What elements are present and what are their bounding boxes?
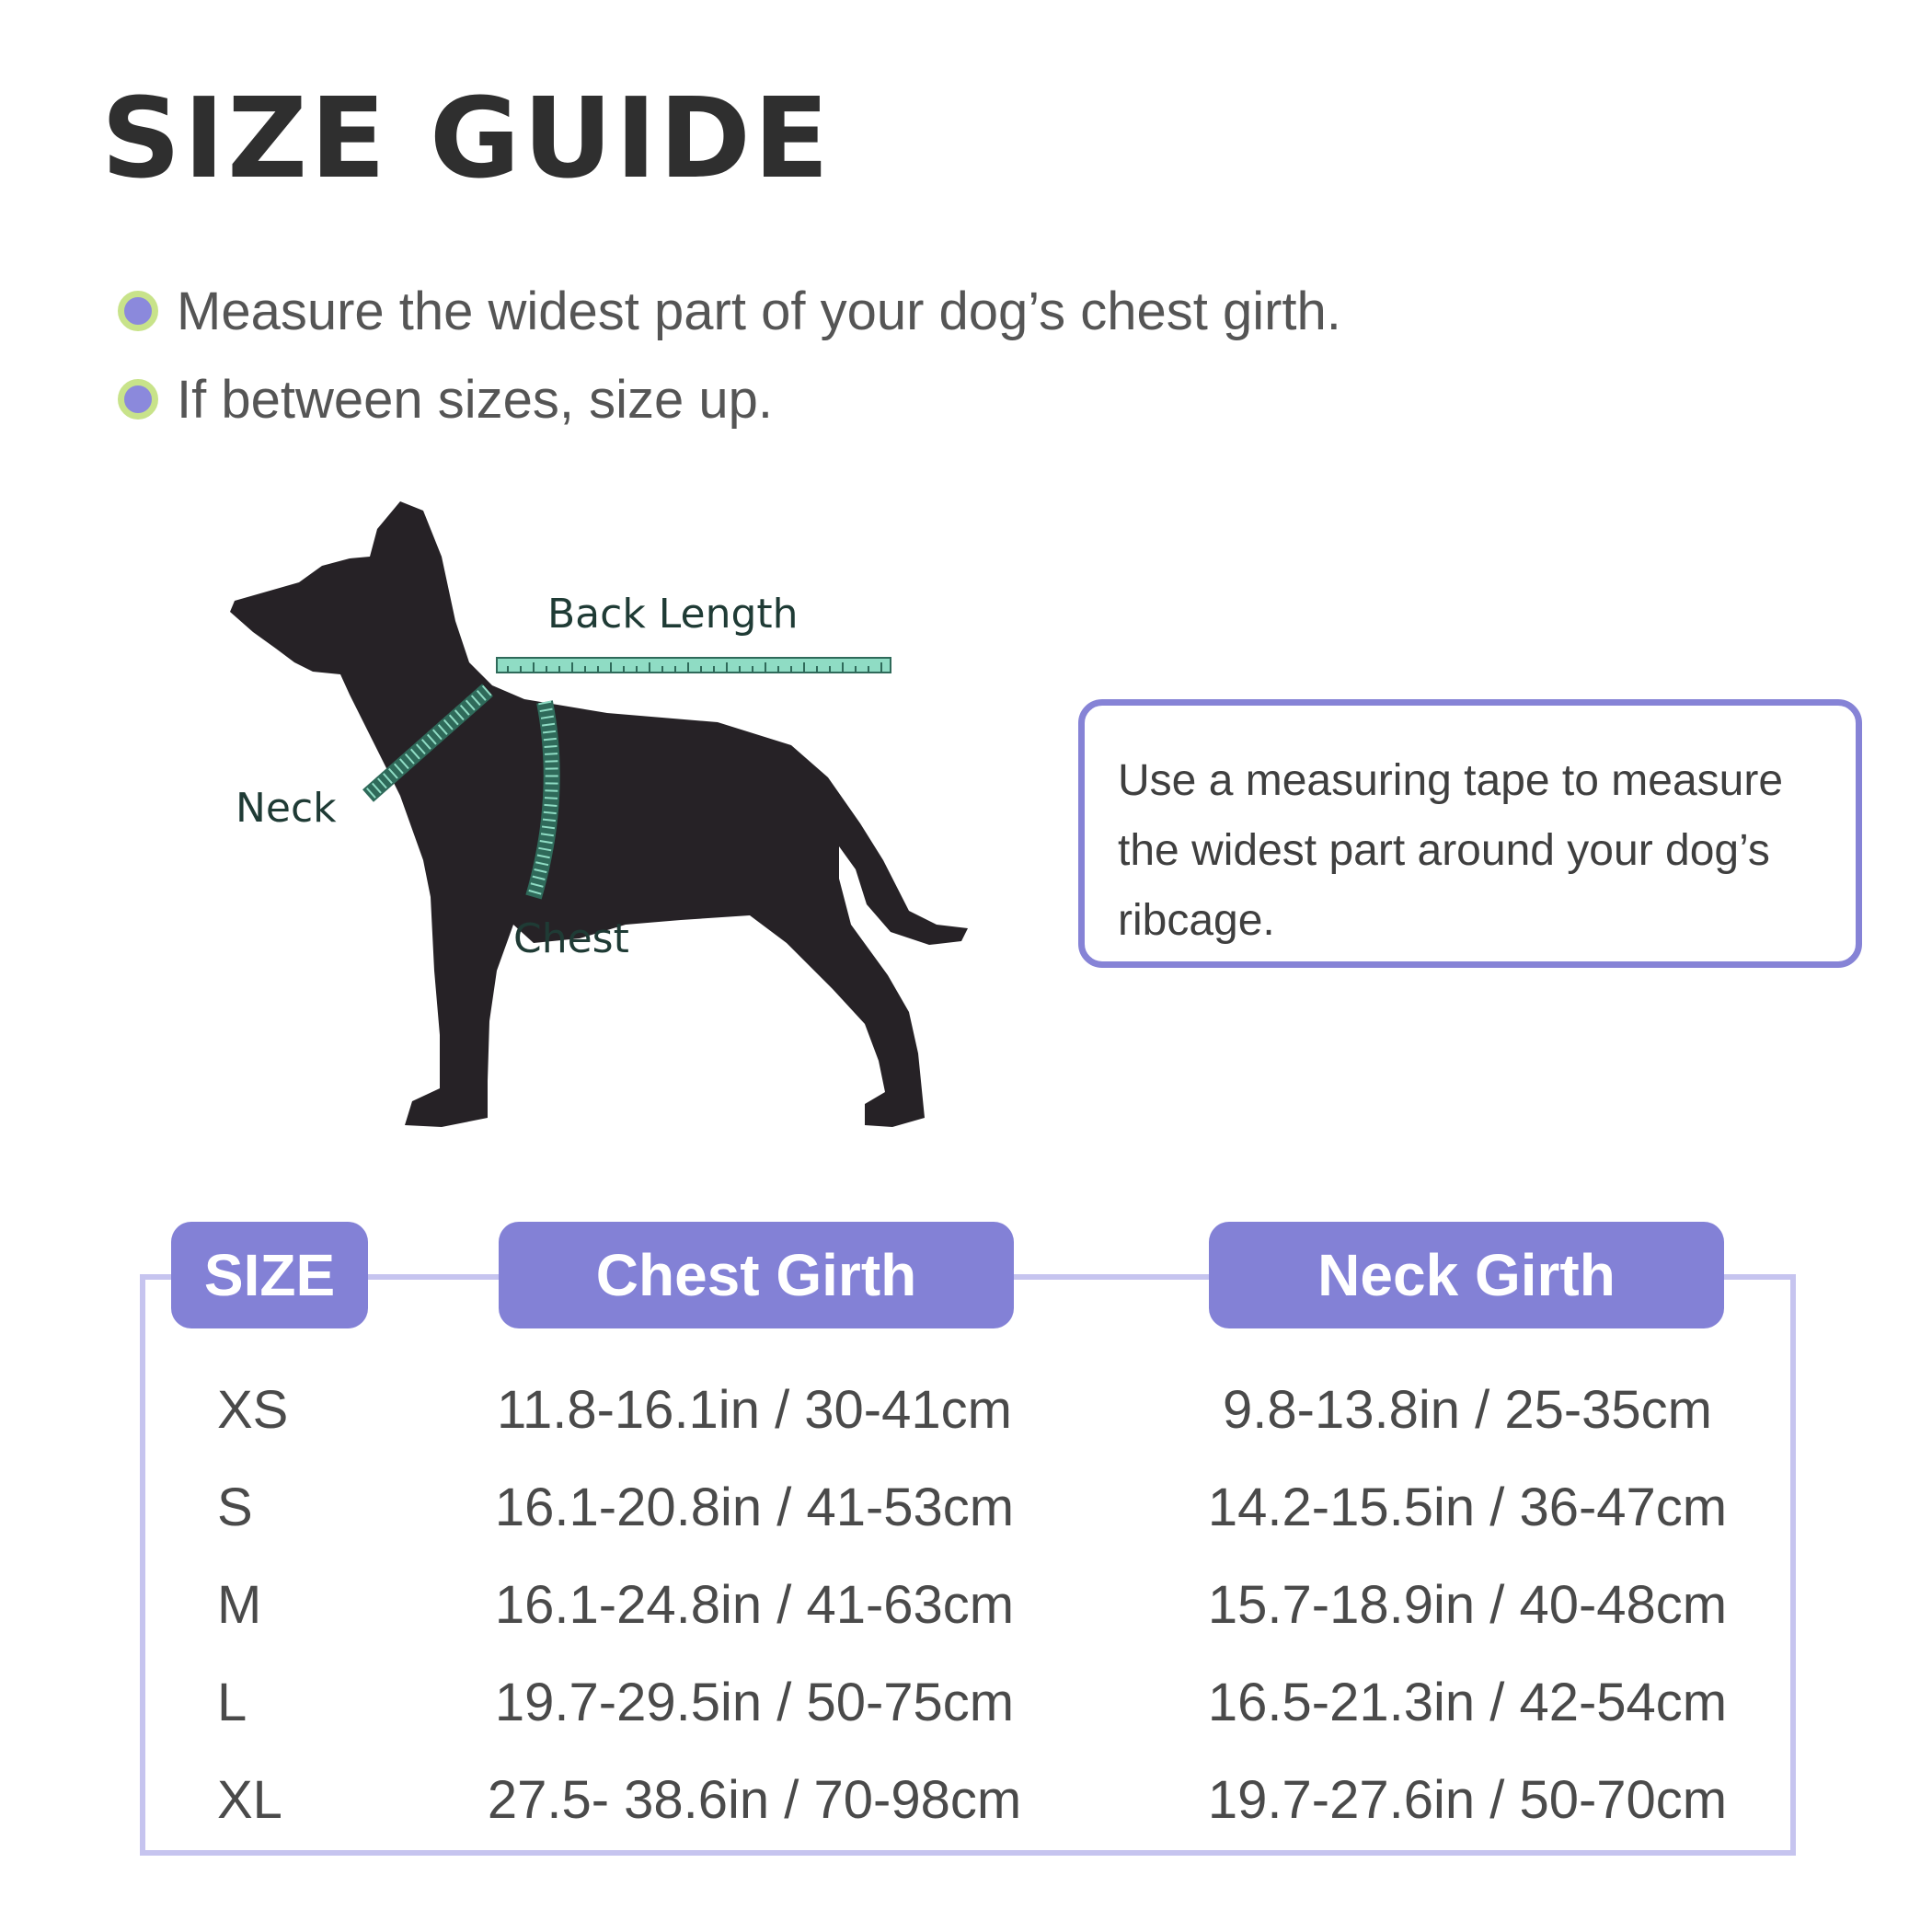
- size-cell: XS: [217, 1380, 289, 1440]
- neck-label: Neck: [236, 785, 337, 832]
- chest-girth-column-header: Chest Girth: [499, 1222, 1014, 1328]
- size-column-header: SIZE: [171, 1222, 368, 1328]
- chest-girth-cell: 19.7-29.5in / 50-75cm: [494, 1673, 1015, 1732]
- neck-girth-cell: 15.7-18.9in / 40-48cm: [1207, 1575, 1728, 1635]
- tip-text: Measure the widest part of your dog’s chest girth.: [177, 281, 1341, 341]
- chest-girth-cell: 11.8-16.1in / 30-41cm: [497, 1380, 1012, 1440]
- neck-girth-cell: 9.8-13.8in / 25-35cm: [1223, 1380, 1712, 1440]
- measuring-tip-box: Use a measuring tape to measure the widest part around your dog’s ribcage.: [1078, 699, 1862, 968]
- table-row: [0, 1557, 1932, 1654]
- size-cell: L: [217, 1673, 247, 1732]
- size-cell: XL: [217, 1770, 282, 1830]
- back-length-label: Back Length: [547, 591, 799, 638]
- bullet-dot-icon: [118, 379, 158, 420]
- tip-item: [118, 355, 1341, 443]
- chest-label: Chest: [513, 915, 629, 962]
- neck-girth-column-header: Neck Girth: [1209, 1222, 1724, 1328]
- neck-girth-cell: 19.7-27.6in / 50-70cm: [1207, 1770, 1728, 1830]
- tip-item: [118, 267, 1341, 355]
- bullet-dot-icon: [118, 291, 158, 331]
- page-title: SIZE GUIDE: [101, 75, 833, 203]
- neck-girth-cell: 16.5-21.3in / 42-54cm: [1207, 1673, 1728, 1732]
- chest-girth-cell: 16.1-24.8in / 41-63cm: [494, 1575, 1015, 1635]
- chest-girth-cell: 27.5- 38.6in / 70-98cm: [487, 1770, 1022, 1830]
- tips-list: [118, 267, 1341, 443]
- size-cell: M: [217, 1575, 262, 1635]
- tip-text: If between sizes, size up.: [177, 369, 773, 430]
- neck-girth-cell: 14.2-15.5in / 36-47cm: [1207, 1478, 1728, 1537]
- chest-girth-cell: 16.1-20.8in / 41-53cm: [494, 1478, 1015, 1537]
- dog-measurement-diagram: [221, 492, 1030, 1136]
- size-cell: S: [217, 1478, 253, 1537]
- table-row: [0, 1459, 1932, 1557]
- back-length-tape-icon: [497, 658, 891, 673]
- table-row: [0, 1654, 1932, 1752]
- table-row: [0, 1362, 1932, 1459]
- table-row: [0, 1752, 1932, 1849]
- size-table-body: [0, 1362, 1932, 1849]
